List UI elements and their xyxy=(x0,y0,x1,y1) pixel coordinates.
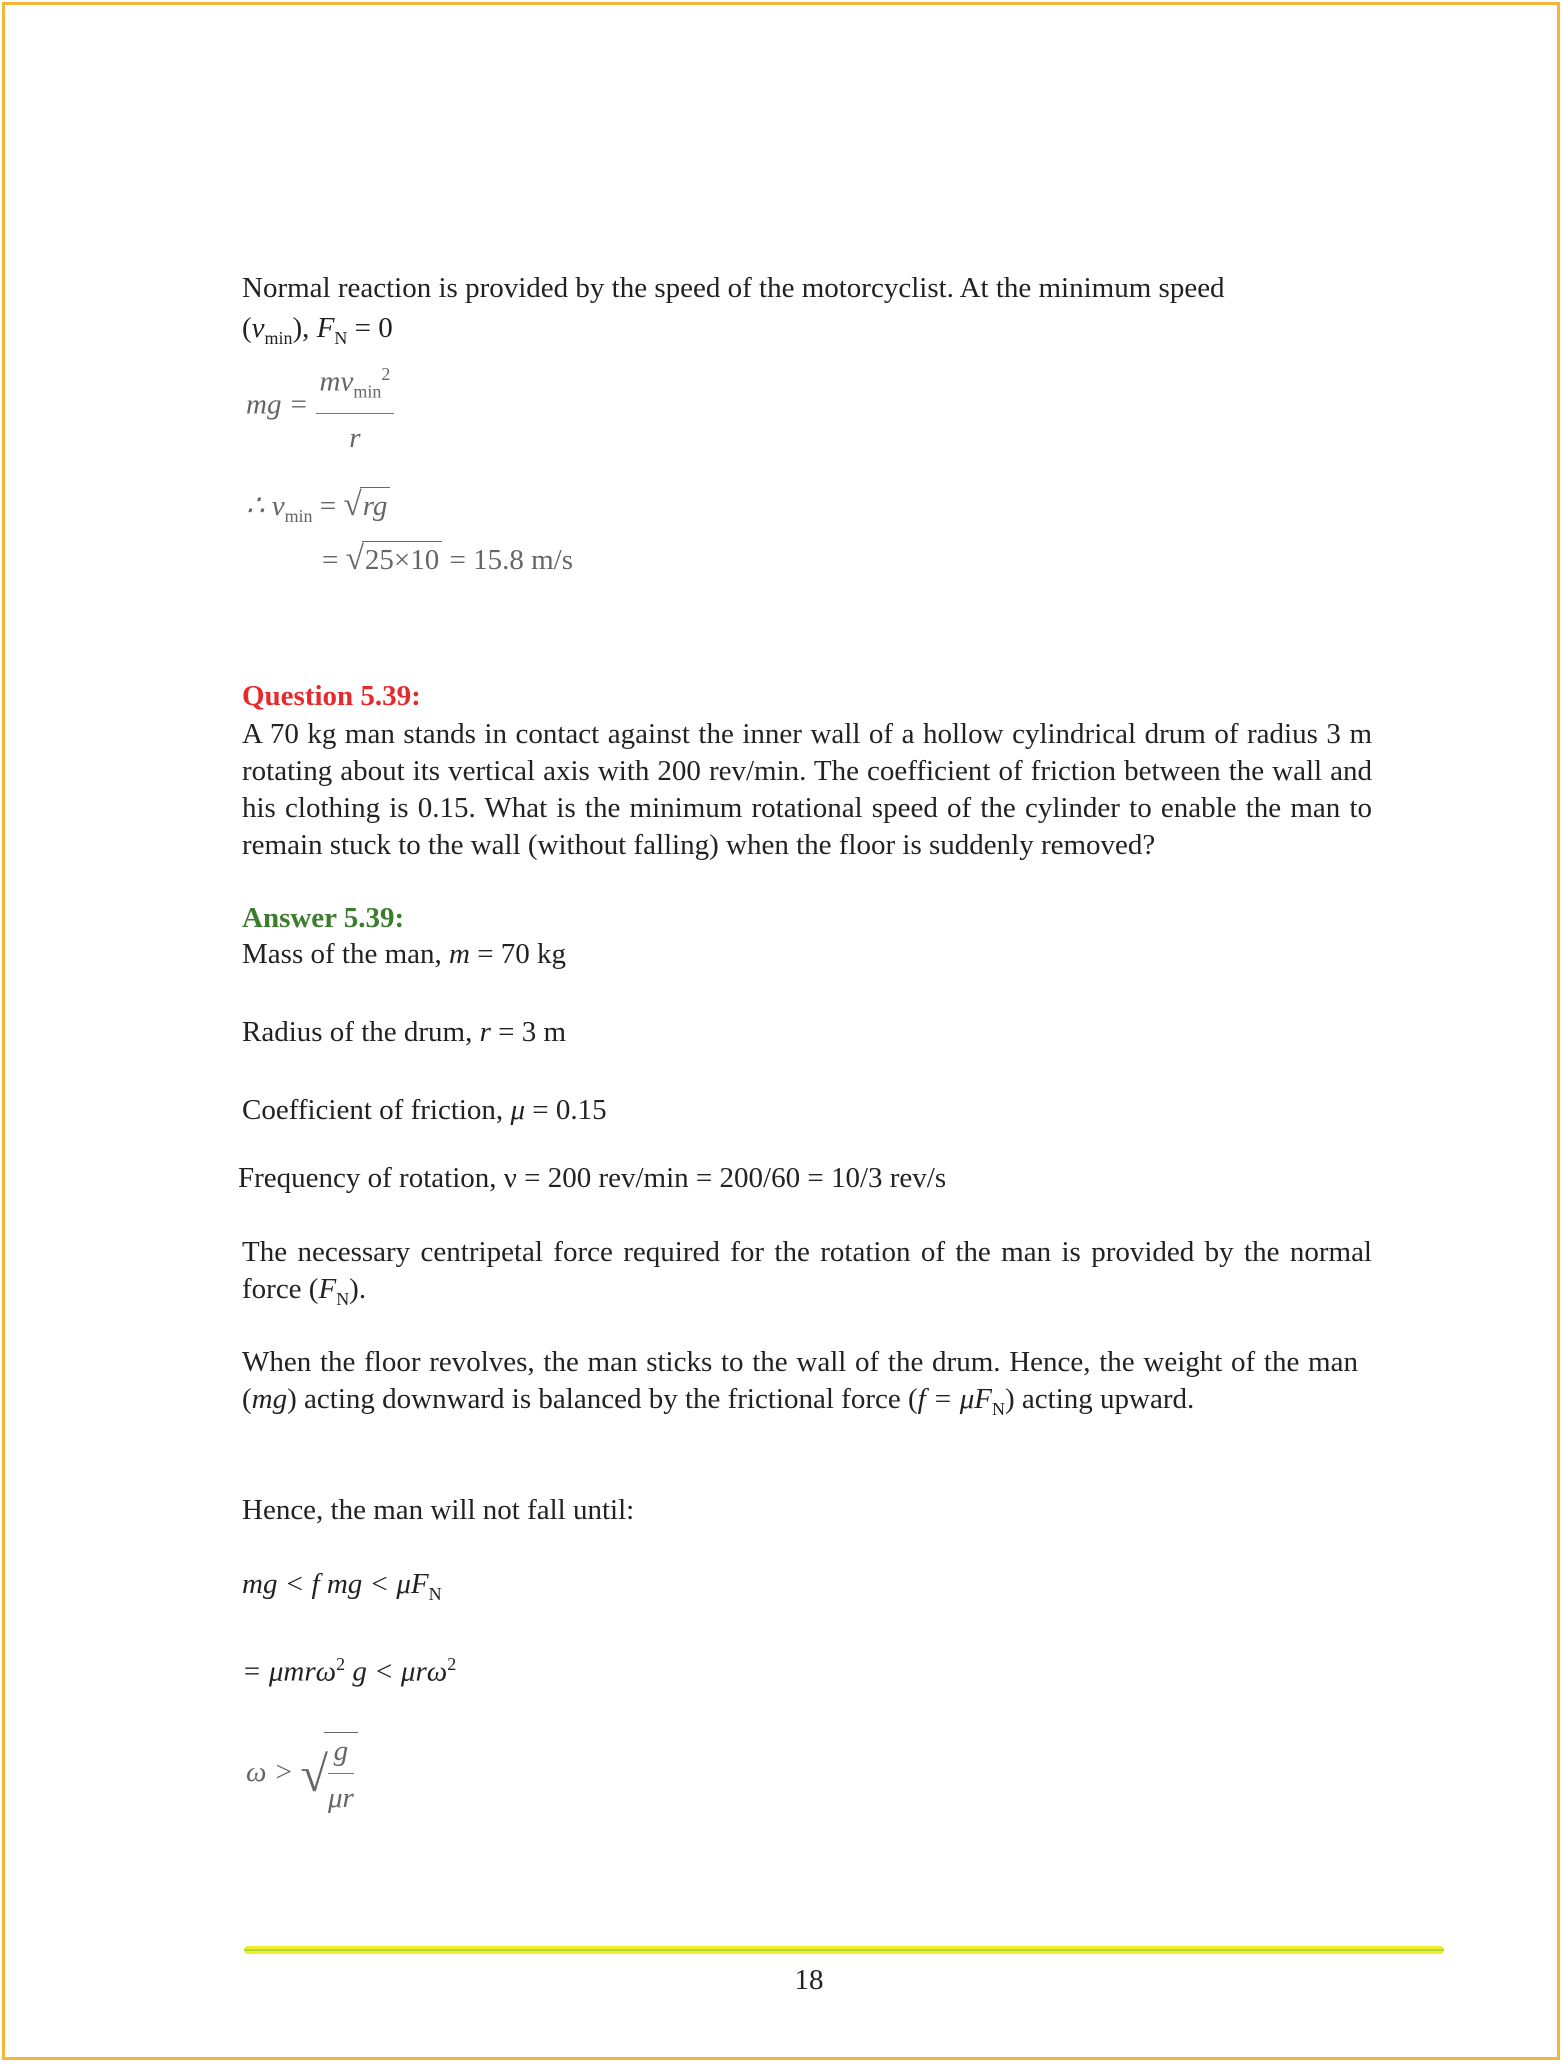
radius-label: Radius of the drum, xyxy=(242,1016,480,1048)
equation-result xyxy=(322,540,573,579)
floor-text-c: ) acting upward. xyxy=(1005,1383,1195,1415)
intro-text: Normal reaction is provided by the speed of the motorcyclist. At the minimum speed xyxy=(242,272,1225,304)
eq3-radicand: 25×10 xyxy=(362,541,442,579)
intro-equals: = 0 xyxy=(347,312,393,344)
question-text: A 70 kg man stands in contact against the inner wall of a hollow cylindrical drum of radius 3 m rotating about its vertical axis with 200 rev/min. The coefficient of friction between the wall and his clothing is 0.15. What is the minimum rotational speed of the cylinder to enable the man to remain stuck to the wall (without falling) when the floor is suddenly removed? xyxy=(242,718,1372,861)
equation-mg xyxy=(246,356,394,457)
intro-separator: ), xyxy=(292,312,317,344)
eq3-equals: = xyxy=(322,544,346,576)
omega-lhs: ω > xyxy=(246,1756,294,1789)
question-heading: Question 5.39: xyxy=(242,680,421,712)
hence-line: Hence, the man will not fall until: xyxy=(242,1494,635,1526)
mass-symbol: m xyxy=(449,938,470,970)
ineq2-text-b: g < μrω xyxy=(345,1655,448,1688)
page-border xyxy=(2,2,1560,2060)
ineq1-subscript: N xyxy=(428,1583,442,1604)
coef-value: = 0.15 xyxy=(525,1094,607,1126)
fn-subscript: N xyxy=(336,1288,350,1309)
page-number: 18 xyxy=(794,1964,824,1996)
footer-divider xyxy=(244,1946,1444,1954)
centripetal-text: The necessary centripetal force required for the rotation of the man is provided by the normal force ( xyxy=(242,1236,1372,1305)
friction-symbol: f = μF xyxy=(917,1383,993,1415)
answer-heading: Answer 5.39: xyxy=(242,902,405,934)
ineq2-sup-2: 2 xyxy=(447,1654,457,1674)
mass-line xyxy=(242,936,566,973)
omega-denominator: μr xyxy=(328,1782,354,1814)
omega-fraction xyxy=(324,1732,358,1817)
eq1-fraction xyxy=(316,356,395,457)
radius-symbol: r xyxy=(479,1016,491,1048)
floor-text-b: ) acting downward is balanced by the frictional force ( xyxy=(287,1383,918,1415)
floor-text-a: When the floor revolves, the man sticks to the wall of the drum. Hence, the weight of the man ( xyxy=(242,1346,1358,1415)
eq1-num-sub: min xyxy=(353,381,382,402)
intro-line-2: $(v_{min})$, $F_N = 0$ xyxy=(242,312,393,348)
v-symbol: v xyxy=(251,312,265,344)
ineq2-sup-1: 2 xyxy=(336,1654,346,1674)
centripetal-end: ). xyxy=(349,1273,367,1305)
eq1-num-sup: 2 xyxy=(381,364,391,384)
mg-symbol: mg xyxy=(251,1383,288,1415)
sqrt-icon: √ xyxy=(300,1746,328,1802)
eq1-denominator: r xyxy=(349,422,361,455)
mass-value: = 70 kg xyxy=(469,938,567,970)
coefficient-line xyxy=(242,1092,607,1129)
centripetal-paragraph xyxy=(242,1234,1372,1318)
sqrt-icon: √ xyxy=(345,540,364,577)
eq2-lhs: ∴ v xyxy=(246,490,285,522)
coef-label: Coefficient of friction, xyxy=(242,1094,511,1126)
eq3-result: = 15.8 m/s xyxy=(442,544,574,576)
inequality-1 xyxy=(242,1566,442,1613)
frequency-line: Frequency of rotation, ν = 200 rev/min = 200/60 = 10/3 rev/s xyxy=(238,1162,947,1194)
omega-equation xyxy=(246,1732,358,1817)
equation-vmin xyxy=(246,486,390,535)
ineq2-text-a: = μmrω xyxy=(242,1655,337,1688)
ineq1-text: mg < f mg < μF xyxy=(242,1568,429,1600)
floor-paragraph xyxy=(242,1344,1358,1428)
friction-subscript: N xyxy=(992,1398,1006,1419)
eq1-lhs: mg = xyxy=(246,388,309,421)
fn-symbol: F xyxy=(318,1273,337,1305)
eq2-equals: = xyxy=(312,490,344,522)
v-subscript: min xyxy=(264,327,293,348)
f-subscript: N xyxy=(334,327,348,348)
f-symbol: F xyxy=(316,312,335,344)
intro-line-1 xyxy=(242,270,1382,307)
eq1-numerator: mv xyxy=(319,365,354,398)
eq2-sub: min xyxy=(284,505,313,526)
radius-value: = 3 m xyxy=(490,1016,567,1048)
inequality-2 xyxy=(242,1646,456,1691)
omega-numerator: g xyxy=(333,1735,349,1767)
sqrt-icon: √ xyxy=(343,486,362,523)
mass-label: Mass of the man, xyxy=(242,938,449,970)
radius-line xyxy=(242,1014,566,1051)
coef-symbol: μ xyxy=(510,1094,525,1126)
eq2-radicand: rg xyxy=(362,490,388,522)
